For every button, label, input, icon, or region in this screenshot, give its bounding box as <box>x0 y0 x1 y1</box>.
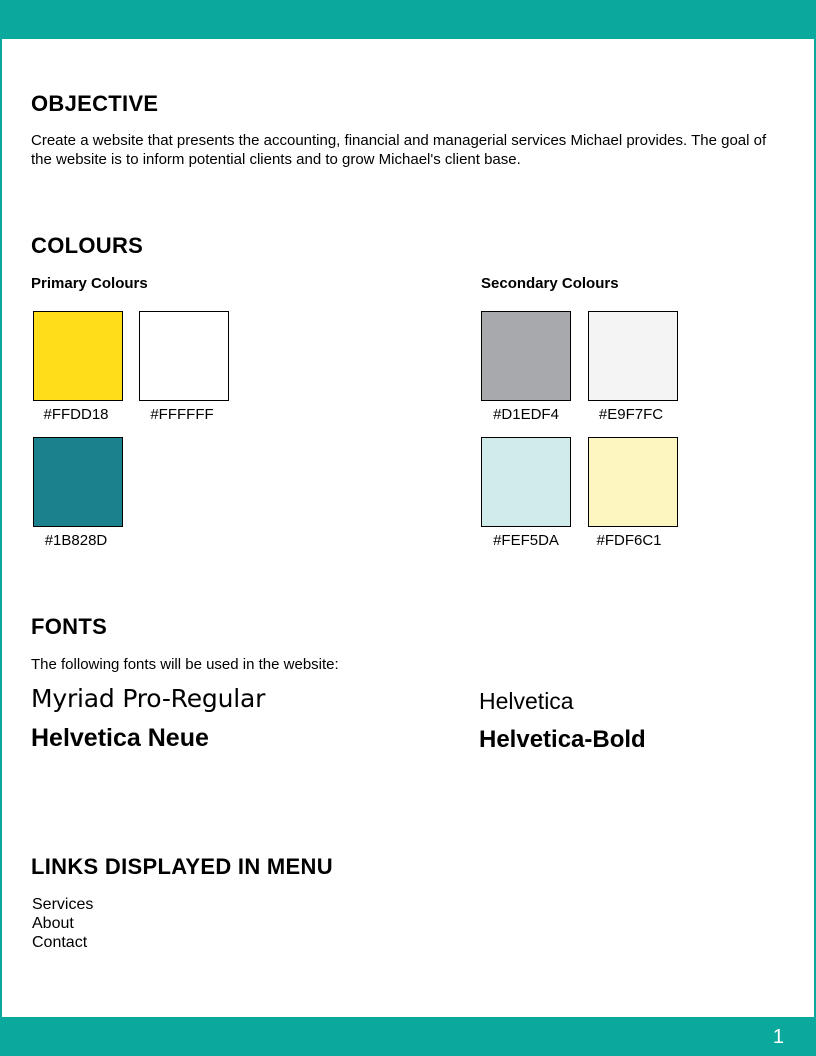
swatch-label-secondary-grey: #D1EDF4 <box>493 406 559 423</box>
header-bar <box>0 0 816 39</box>
swatch-secondary-grey <box>481 311 571 401</box>
swatch-label-primary-teal: #1B828D <box>44 532 108 549</box>
primary-colours-label: Primary Colours <box>31 275 148 292</box>
swatch-primary-white <box>139 311 229 401</box>
swatch-secondary-light-grey <box>588 311 678 401</box>
swatch-label-secondary-light-grey: #E9F7FC <box>598 406 664 423</box>
font-sample-helvetica-neue: Helvetica Neue <box>31 724 209 752</box>
menu-link-about: About <box>32 915 74 932</box>
menu-links-heading: LINKS DISPLAYED IN MENU <box>31 854 333 879</box>
colours-heading: COLOURS <box>31 233 144 258</box>
swatch-label-primary-white: #FFFFFF <box>150 406 214 423</box>
fonts-intro: The following fonts will be used in the website: <box>31 656 339 673</box>
menu-links-list <box>32 895 93 952</box>
font-sample-helvetica-bold: Helvetica-Bold <box>479 726 646 753</box>
font-sample-helvetica: Helvetica <box>479 688 574 714</box>
objective-heading: OBJECTIVE <box>31 91 159 116</box>
menu-link-contact: Contact <box>32 934 88 951</box>
swatch-label-secondary-light-blue: #FEF5DA <box>493 532 559 549</box>
swatch-label-secondary-pale-yellow: #FDF6C1 <box>596 532 662 549</box>
swatch-label-primary-yellow: #FFDD18 <box>43 406 109 423</box>
page-number: 1 <box>772 1026 784 1048</box>
swatch-primary-yellow <box>33 311 123 401</box>
secondary-colours-label: Secondary Colours <box>481 275 619 292</box>
fonts-heading: FONTS <box>31 614 108 639</box>
footer-bar <box>0 1017 816 1056</box>
font-sample-myriad-pro: Myriad Pro-Regular <box>31 684 266 713</box>
objective-text: Create a website that presents the accounting, financial and managerial services Michael provides. The goal of the website is to inform potential clients and to grow Michael's client base. <box>31 132 767 168</box>
swatch-secondary-light-blue <box>481 437 571 527</box>
swatch-secondary-pale-yellow <box>588 437 678 527</box>
swatch-primary-teal <box>33 437 123 527</box>
menu-link-services: Services <box>32 896 94 913</box>
